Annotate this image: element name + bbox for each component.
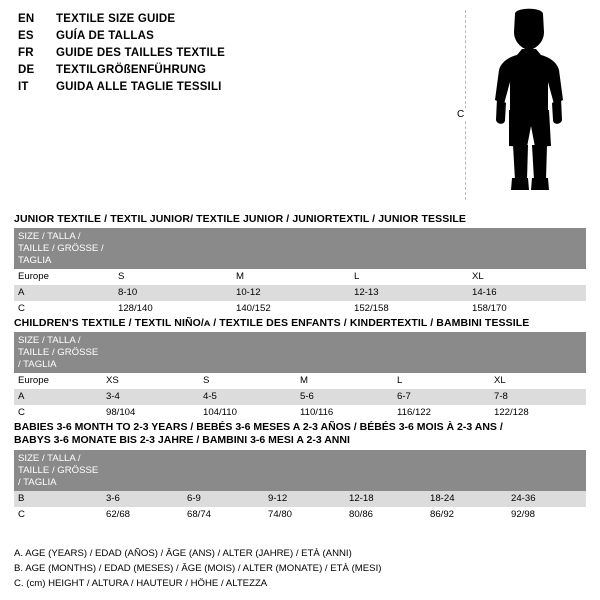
language-title: GUIDE DES TAILLES TEXTILE [56, 47, 225, 59]
table-cell: A [14, 285, 114, 301]
section-title-line-2: BABYS 3-6 MONATE BIS 2-3 JAHRE / BAMBINI 3-6 MESI A 2-3 ANNI [14, 434, 350, 446]
table-header-row [14, 332, 586, 373]
section-junior [14, 213, 586, 317]
table-row [14, 269, 586, 285]
table-cell: M [232, 269, 350, 285]
table-cell: XL [490, 373, 586, 389]
language-title: GUÍA DE TALLAS [56, 30, 154, 42]
table-row [14, 389, 586, 405]
table-cell: 110/116 [296, 405, 393, 421]
language-title: TEXTILGRÖßENFÜHRUNG [56, 64, 207, 76]
table-cell: 18-24 [426, 491, 507, 507]
table-cell: 6-7 [393, 389, 490, 405]
height-guide-line [465, 10, 466, 200]
table-cell: M [296, 373, 393, 389]
table-cell: 92/98 [507, 507, 586, 523]
table-cell: 104/110 [199, 405, 296, 421]
section-babies [14, 421, 586, 523]
junior-size-table [14, 228, 586, 317]
footnote-age-years: A. AGE (YEARS) / EDAD (AÑOS) / ÂGE (ANS) / ALTER (JAHRE) / ETÀ (ANNI) [14, 548, 352, 559]
table-cell: S [199, 373, 296, 389]
table-cell: Europe [14, 269, 114, 285]
table-header-cell [468, 228, 586, 269]
table-cell: 12-18 [345, 491, 426, 507]
table-row [14, 491, 586, 507]
table-cell: 5-6 [296, 389, 393, 405]
table-cell: 6-9 [183, 491, 264, 507]
language-row [18, 80, 318, 95]
language-row [18, 63, 318, 78]
table-cell: 7-8 [490, 389, 586, 405]
table-cell: 14-16 [468, 285, 586, 301]
table-cell: 128/140 [114, 301, 232, 317]
table-cell: 116/122 [393, 405, 490, 421]
table-cell: XL [468, 269, 586, 285]
table-cell: 158/170 [468, 301, 586, 317]
table-cell: 122/128 [490, 405, 586, 421]
section-title: CHILDREN'S TEXTILE / TEXTIL NIÑO/ᴀ / TEXTILE DES ENFANTS / KINDERTEXTIL / BAMBINI TESSILE [14, 317, 530, 329]
table-header-cell [345, 450, 426, 491]
table-row [14, 405, 586, 421]
table-cell: B [14, 491, 102, 507]
table-cell: 62/68 [102, 507, 183, 523]
table-header-cell [426, 450, 507, 491]
language-code: EN [18, 13, 35, 25]
table-cell: C [14, 405, 102, 421]
section-children [14, 317, 586, 421]
footnote-height: C. (cm) HEIGHT / ALTURA / HAUTEUR / HÖHE / ALTEZZA [14, 578, 268, 589]
table-cell: 4-5 [199, 389, 296, 405]
children-size-table [14, 332, 586, 421]
table-cell: S [114, 269, 232, 285]
table-cell: 98/104 [102, 405, 199, 421]
section-title: JUNIOR TEXTILE / TEXTIL JUNIOR/ TEXTILE JUNIOR / JUNIORTEXTIL / JUNIOR TESSILE [14, 213, 466, 225]
table-row [14, 285, 586, 301]
language-title-block [18, 12, 318, 97]
table-header-cell [296, 332, 393, 373]
table-header-row [14, 450, 586, 491]
table-cell: 8-10 [114, 285, 232, 301]
table-header-cell: SIZE / TALLA / TAILLE / GRÖSSE / TAGLIA [14, 332, 102, 373]
table-cell: Europe [14, 373, 102, 389]
table-cell: 140/152 [232, 301, 350, 317]
table-header-cell [102, 332, 199, 373]
table-header-cell [507, 450, 586, 491]
table-cell: C [14, 301, 114, 317]
table-row [14, 507, 586, 523]
height-measure-label: C [457, 109, 465, 120]
table-cell: 68/74 [183, 507, 264, 523]
language-row [18, 46, 318, 61]
figure-illustration [455, 8, 585, 203]
table-header-cell [350, 228, 468, 269]
language-title: GUIDA ALLE TAGLIE TESSILI [56, 81, 222, 93]
table-cell: 74/80 [264, 507, 345, 523]
table-cell: L [393, 373, 490, 389]
table-header-cell [232, 228, 350, 269]
table-cell: 3-6 [102, 491, 183, 507]
table-cell: 3-4 [102, 389, 199, 405]
language-code: FR [18, 47, 34, 59]
table-header-cell: SIZE / TALLA / TAILLE / GRÖSSE / TAGLIA [14, 228, 114, 269]
table-header-cell [114, 228, 232, 269]
child-silhouette-icon [475, 8, 585, 203]
section-title-line-1: BABIES 3-6 MONTH TO 2-3 YEARS / BEBÉS 3-6 MESES A 2-3 AÑOS / BÉBÉS 3-6 MOIS À 2-3 ANS / [14, 421, 503, 433]
footnote-age-months: B. AGE (MONTHS) / EDAD (MESES) / ÂGE (MOIS) / ALTER (MONATE) / ETÀ (MESI) [14, 563, 382, 574]
table-cell: 152/158 [350, 301, 468, 317]
table-cell: XS [102, 373, 199, 389]
language-row [18, 12, 318, 27]
language-title: TEXTILE SIZE GUIDE [56, 13, 176, 25]
table-cell: 9-12 [264, 491, 345, 507]
language-row [18, 29, 318, 44]
language-code: ES [18, 30, 34, 42]
language-code: DE [18, 64, 35, 76]
language-code: IT [18, 81, 29, 93]
table-header-cell [264, 450, 345, 491]
table-cell: 86/92 [426, 507, 507, 523]
footnotes [14, 547, 586, 592]
babies-size-table [14, 450, 586, 523]
table-row [14, 301, 586, 317]
table-cell: 24-36 [507, 491, 586, 507]
table-header-row [14, 228, 586, 269]
table-cell: C [14, 507, 102, 523]
table-row [14, 373, 586, 389]
table-cell: L [350, 269, 468, 285]
table-header-cell [490, 332, 586, 373]
table-header-cell: SIZE / TALLA / TAILLE / GRÖSSE / TAGLIA [14, 450, 102, 491]
table-cell: 10-12 [232, 285, 350, 301]
table-cell: 12-13 [350, 285, 468, 301]
table-header-cell [183, 450, 264, 491]
table-cell: A [14, 389, 102, 405]
table-header-cell [393, 332, 490, 373]
table-header-cell [199, 332, 296, 373]
table-cell: 80/86 [345, 507, 426, 523]
table-header-cell [102, 450, 183, 491]
